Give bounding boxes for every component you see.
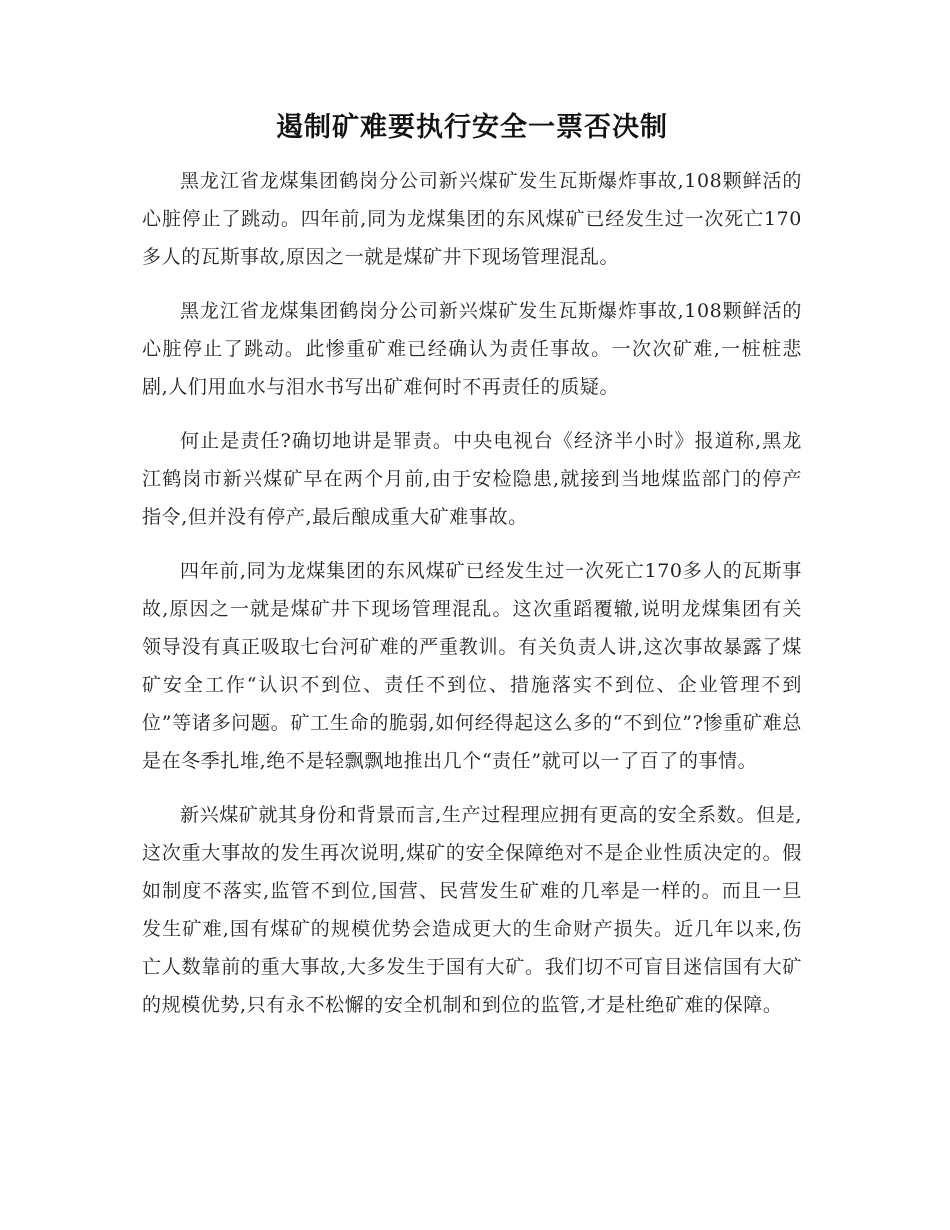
paragraph-4: 四年前,同为龙煤集团的东风煤矿已经发生过一次死亡170多人的瓦斯事故,原因之一就是煤矿井下现场管理混乱。这次重蹈覆辙,说明龙煤集团有关领导没有真正吸取七台河矿难的严重教训。有关负责人讲,这次事故暴露了煤矿安全工作“认识不到位、责任不到位、措施落实不到位、企业管理不到位”等诸多问题。矿工生命的脆弱,如何经得起这么多的“不到位”?惨重矿难总是在冬季扎堆,绝不是轻飘飘地推出几个“责任”就可以一了百了的事情。 [142,560,802,772]
paragraph-3: 何止是责任?确切地讲是罪责。中央电视台《经济半小时》报道称,黑龙江鹤岗市新兴煤矿早在两个月前,由于安检隐患,就接到当地煤监部门的停产指令,但并没有停产,最后酿成重大矿难事故。 [142,430,802,528]
paragraph-5: 新兴煤矿就其身份和背景而言,生产过程理应拥有更高的安全系数。但是,这次重大事故的发生再次说明,煤矿的安全保障绝对不是企业性质决定的。假如制度不落实,监管不到位,国营、民营发生矿难的几率是一样的。而且一旦发生矿难,国有煤矿的规模优势会造成更大的生命财产损失。近几年以来,伤亡人数靠前的重大事故,大多发生于国有大矿。我们切不可盲目迷信国有大矿的规模优势,只有永不松懈的安全机制和到位的监管,才是杜绝矿难的保障。 [142,804,802,1016]
paragraph-1: 黑龙江省龙煤集团鹤岗分公司新兴煤矿发生瓦斯爆炸事故,108颗鲜活的心脏停止了跳动。四年前,同为龙煤集团的东风煤矿已经发生过一次死亡170多人的瓦斯事故,原因之一就是煤矿井下现场管理混乱。 [142,170,802,268]
document-title: 遏制矿难要执行安全一票否决制 [276,112,668,143]
document-page [142,108,802,1040]
paragraph-2: 黑龙江省龙煤集团鹤岗分公司新兴煤矿发生瓦斯爆炸事故,108颗鲜活的心脏停止了跳动。此惨重矿难已经确认为责任事故。一次次矿难,一桩桩悲剧,人们用血水与泪水书写出矿难何时不再责任的质疑。 [142,300,802,398]
